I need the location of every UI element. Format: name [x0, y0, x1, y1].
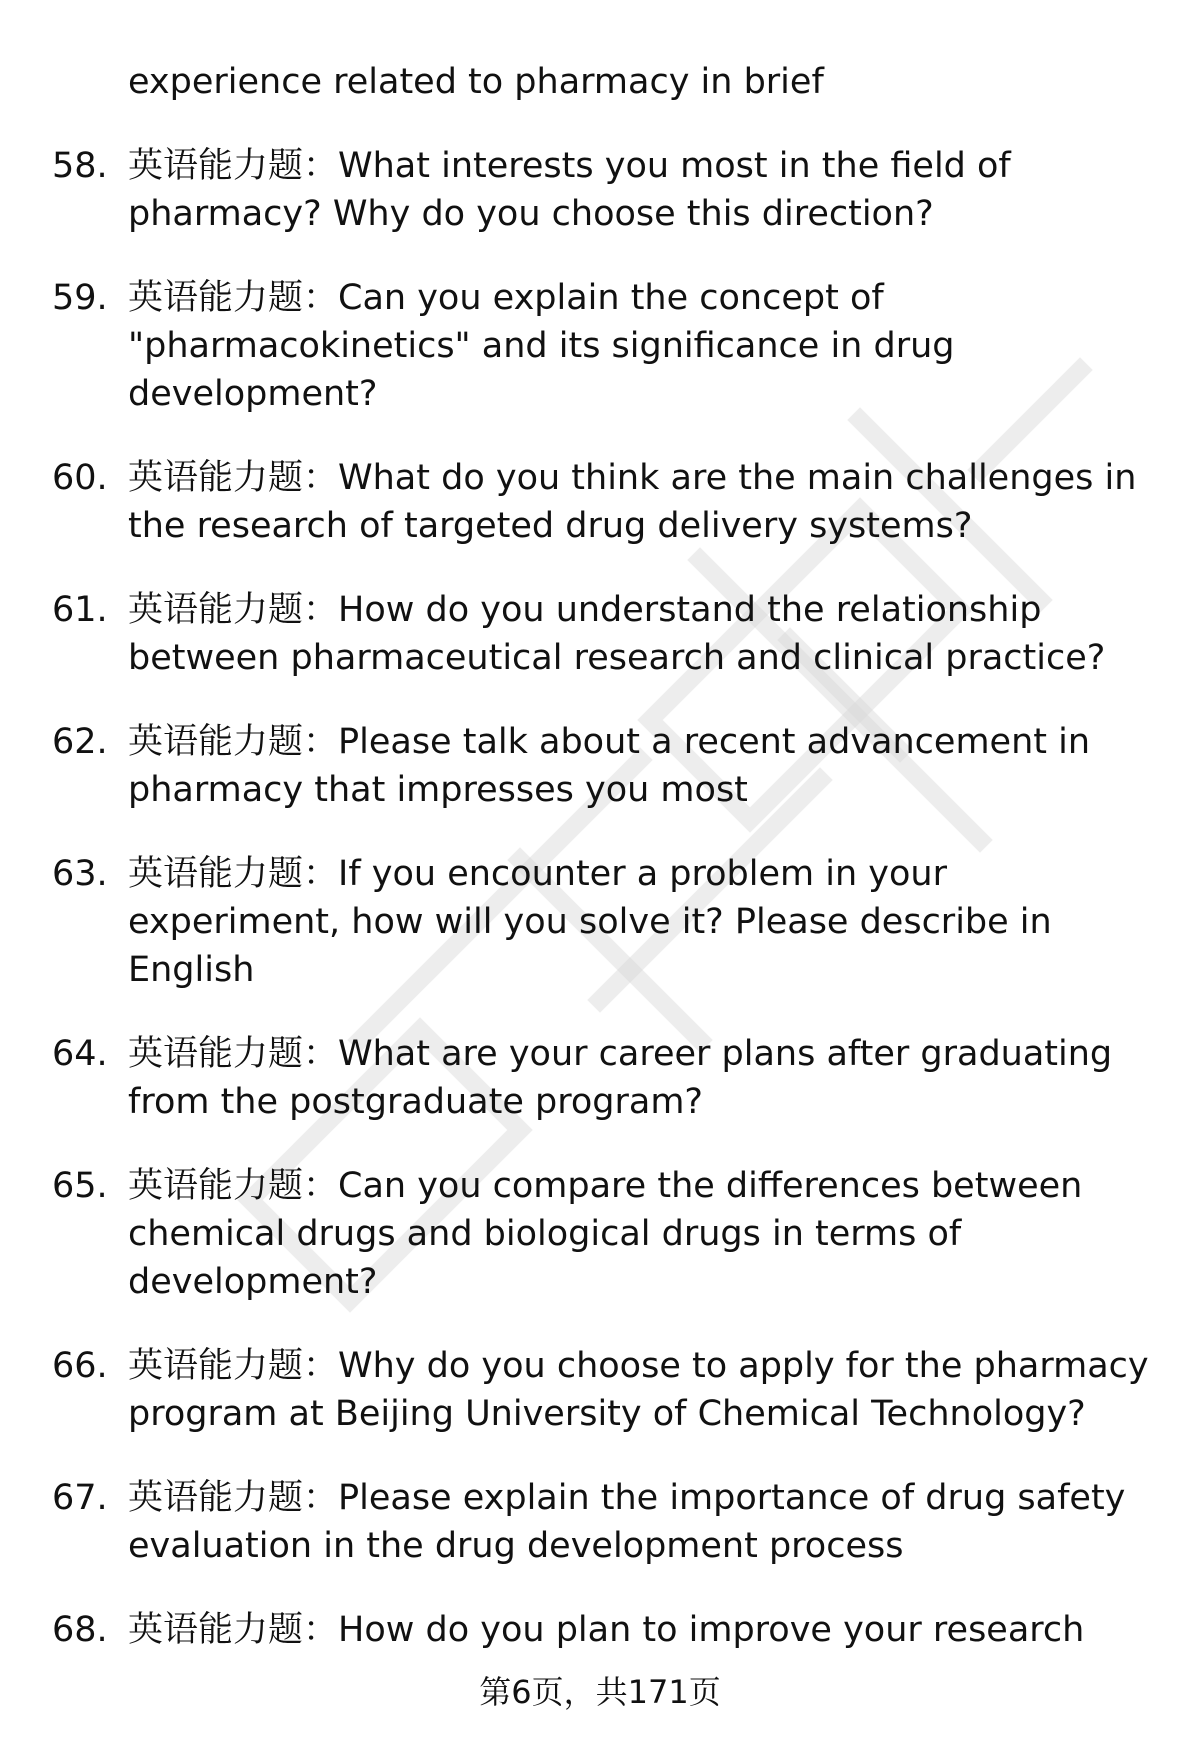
- question-body: [128, 1342, 1162, 1438]
- question-body: [128, 850, 1162, 994]
- question-prefix: 英语能力题：: [128, 1034, 339, 1074]
- lead-line-text: experience related to pharmacy in brief: [128, 62, 824, 102]
- question-body: [128, 454, 1162, 550]
- question-item: [52, 274, 1162, 418]
- question-number: 68.: [52, 1610, 108, 1650]
- question-body: [128, 718, 1162, 814]
- question-item: [52, 142, 1162, 238]
- question-text: Please explain the importance of drug safety evaluation in the drug development process: [128, 1478, 1126, 1566]
- question-text: Can you compare the differences between chemical drugs and biological drugs in terms of development?: [128, 1166, 1083, 1302]
- question-prefix: 英语能力题：: [128, 146, 339, 186]
- question-text: What do you think are the main challenges in the research of targeted drug delivery systems?: [128, 458, 1137, 546]
- question-item: [52, 1162, 1162, 1306]
- question-prefix: 英语能力题：: [128, 1166, 339, 1206]
- question-number: 66.: [52, 1346, 108, 1386]
- question-text: Why do you choose to apply for the pharmacy program at Beijing University of Chemical Technology?: [128, 1346, 1149, 1434]
- question-item: [52, 1606, 1162, 1654]
- question-body: [128, 274, 1162, 418]
- lead-line-row: [52, 58, 1162, 106]
- question-number: 62.: [52, 722, 108, 762]
- question-item: [52, 718, 1162, 814]
- question-number: 59.: [52, 278, 108, 318]
- question-item: [52, 1342, 1162, 1438]
- question-prefix: 英语能力题：: [128, 722, 339, 762]
- question-text: How do you understand the relationship between pharmaceutical research and clinical practice?: [128, 590, 1106, 678]
- question-number: 58.: [52, 146, 108, 186]
- question-number: 63.: [52, 854, 108, 894]
- question-number: 65.: [52, 1166, 108, 1206]
- question-item: [52, 1474, 1162, 1570]
- question-text: Please talk about a recent advancement in pharmacy that impresses you most: [128, 722, 1091, 810]
- question-list: [52, 58, 1162, 1654]
- question-text: What interests you most in the field of pharmacy? Why do you choose this direction?: [128, 146, 1011, 234]
- question-text: What are your career plans after graduating from the postgraduate program?: [128, 1034, 1113, 1122]
- question-prefix: 英语能力题：: [128, 458, 339, 498]
- question-item: [52, 850, 1162, 994]
- question-prefix: 英语能力题：: [128, 1610, 339, 1650]
- question-body: [128, 1162, 1162, 1306]
- question-body: [128, 1606, 1162, 1654]
- question-number: 67.: [52, 1478, 108, 1518]
- question-number: 61.: [52, 590, 108, 630]
- question-prefix: 英语能力题：: [128, 1478, 339, 1518]
- question-number: 60.: [52, 458, 108, 498]
- question-item: [52, 586, 1162, 682]
- question-text: Can you explain the concept of "pharmacokinetics" and its significance in drug development?: [128, 278, 955, 414]
- question-number: 64.: [52, 1034, 108, 1074]
- question-item: [52, 1030, 1162, 1126]
- question-body: [128, 586, 1162, 682]
- question-body: [128, 1474, 1162, 1570]
- question-prefix: 英语能力题：: [128, 854, 339, 894]
- question-body: [128, 1030, 1162, 1126]
- question-body: [128, 142, 1162, 238]
- question-text: How do you plan to improve your research: [338, 1610, 1085, 1650]
- question-item: [52, 454, 1162, 550]
- question-prefix: 英语能力题：: [128, 590, 339, 630]
- question-text: If you encounter a problem in your experiment, how will you solve it? Please describe in English: [128, 854, 1052, 990]
- question-prefix: 英语能力题：: [128, 1346, 339, 1386]
- page-footer: 第6页，共171页: [479, 1673, 721, 1711]
- question-prefix: 英语能力题：: [128, 278, 339, 318]
